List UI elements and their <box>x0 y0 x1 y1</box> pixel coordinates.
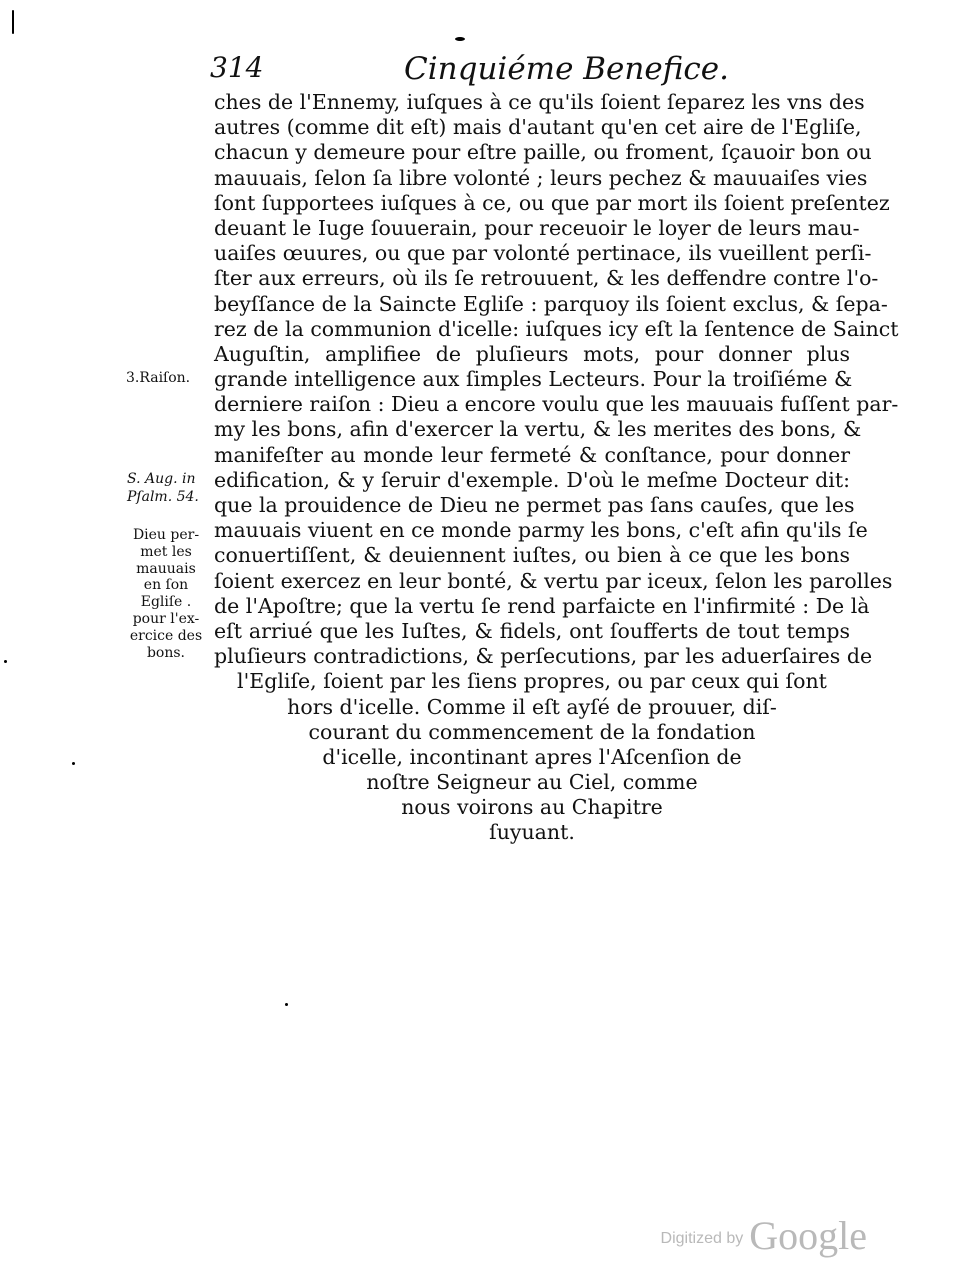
body-line: rez de la communion d'icelle: iuſques icy eſt la ſentence de Sainct <box>214 316 899 341</box>
margin-gloss-line: mauuais <box>136 560 196 577</box>
scan-speck <box>12 10 14 34</box>
margin-gloss-line: Dieu per- <box>132 527 200 543</box>
body-line: hors d'icelle. Comme il eſt ayſé de prouuer, diſ- <box>287 694 777 719</box>
margin-reference-line: Pſalm. 54. <box>127 489 199 505</box>
body-line: grande intelligence aux ſimples Lecteurs. Pour la troiſiéme & <box>214 367 853 392</box>
body-line: my les bons, afin d'exercer la vertu, & les merites des bons, & <box>214 417 862 442</box>
scan-speck <box>285 1003 288 1006</box>
margin-gloss-line: bons. <box>146 644 186 661</box>
google-wordmark: Google <box>749 1213 867 1258</box>
scan-speck <box>455 37 465 41</box>
margin-note-raison: 3.Raiſon. <box>126 370 191 386</box>
body-line: chacun y demeure pour eſtre paille, ou froment, ſçauoir bon ou <box>214 140 872 165</box>
body-line: ſuyuant. <box>489 820 575 845</box>
body-line: noſtre Seigneur au Ciel, comme <box>366 770 698 795</box>
body-line: pluſieurs contradictions, & perſecutions, par les aduerſaires de <box>214 644 873 669</box>
body-line: ſoient exercez en leur bonté, & vertu par iceux, ſelon les parolles <box>214 568 893 593</box>
main-text-block <box>214 90 899 846</box>
scan-speck <box>72 762 75 765</box>
digitized-label: Digitized by <box>660 1230 744 1247</box>
body-line: courant du commencement de la fondation <box>308 719 756 744</box>
body-line: eſt arriué que les Iuſtes, & fidels, ont ſoufferts de tout temps <box>214 618 850 643</box>
body-line: manifeſter au monde leur fermeté & conſtance, pour donner <box>214 442 850 467</box>
body-line: ſont ſupportees iuſques à ce, ou que par mort ils ſoient preſentez <box>214 190 890 215</box>
margin-reference-line: S. Aug. in <box>127 471 196 487</box>
margin-gloss-line: ercice des <box>129 627 203 644</box>
body-line: nous voirons au Chapitre <box>401 795 663 820</box>
body-line: autres (comme dit eſt) mais d'autant qu'en cet aire de l'Egliſe, <box>214 115 862 140</box>
body-line: conuertiſſent, & deuiennent iuſtes, ou bien à ce que les bons <box>214 543 850 568</box>
page-header <box>210 48 729 90</box>
body-line: derniere raiſon : Dieu a encore voulu que les mauuais fuſſent par- <box>214 392 899 417</box>
body-line: de l'Apoſtre; que la vertu ſe rend parfaicte en l'infirmité : De là <box>214 593 870 618</box>
body-line: ſter aux erreurs, où ils ſe retrouuent, & les deffendre contre l'o- <box>214 266 879 291</box>
body-line: l'Egliſe, ſoient par les ſiens propres, ou par ceux qui ſont <box>237 669 827 694</box>
margin-reference <box>127 470 207 506</box>
running-head: Cinquiéme Benefice. <box>404 51 729 87</box>
body-line: que la prouidence de Dieu ne permet pas ſans cauſes, que les <box>214 493 855 517</box>
margin-gloss <box>128 527 204 661</box>
body-line: ches de l'Ennemy, iuſques à ce qu'ils ſoient ſeparez les vns des <box>214 90 865 114</box>
body-line: d'icelle, incontinant apres l'Aſcenſion de <box>322 744 742 769</box>
body-line: edification, & y ſeruir d'exemple. D'où le meſme Docteur dit: <box>214 467 850 492</box>
margin-gloss-line: pour l'ex- <box>132 610 200 627</box>
margin-gloss-line: Egliſe . <box>140 594 192 611</box>
body-line: mauuais viuent en ce monde parmy les bons, c'eſt afin qu'ils ſe <box>214 518 868 543</box>
page-number: 314 <box>210 51 264 84</box>
body-line: uaiſes œuures, ou que par volonté pertinace, ils vueillent perſi- <box>214 241 872 266</box>
margin-gloss-line: met les <box>140 543 192 560</box>
body-line: deuant le Iuge ſouuerain, pour receuoir le loyer de leurs mau- <box>214 215 860 240</box>
body-line: Auguſtin, amplifiee de pluſieurs mots, pour donner plus <box>214 341 850 366</box>
digitized-watermark <box>660 1213 867 1258</box>
margin-gloss-line: en ſon <box>143 577 189 594</box>
body-line: mauuais, ſelon ſa libre volonté ; leurs pechez & mauuaiſes vies <box>214 165 868 190</box>
scan-speck <box>4 660 7 663</box>
body-line: beyſſance de la Saincte Egliſe : parquoy ils ſoient exclus, & ſepa- <box>214 291 888 316</box>
